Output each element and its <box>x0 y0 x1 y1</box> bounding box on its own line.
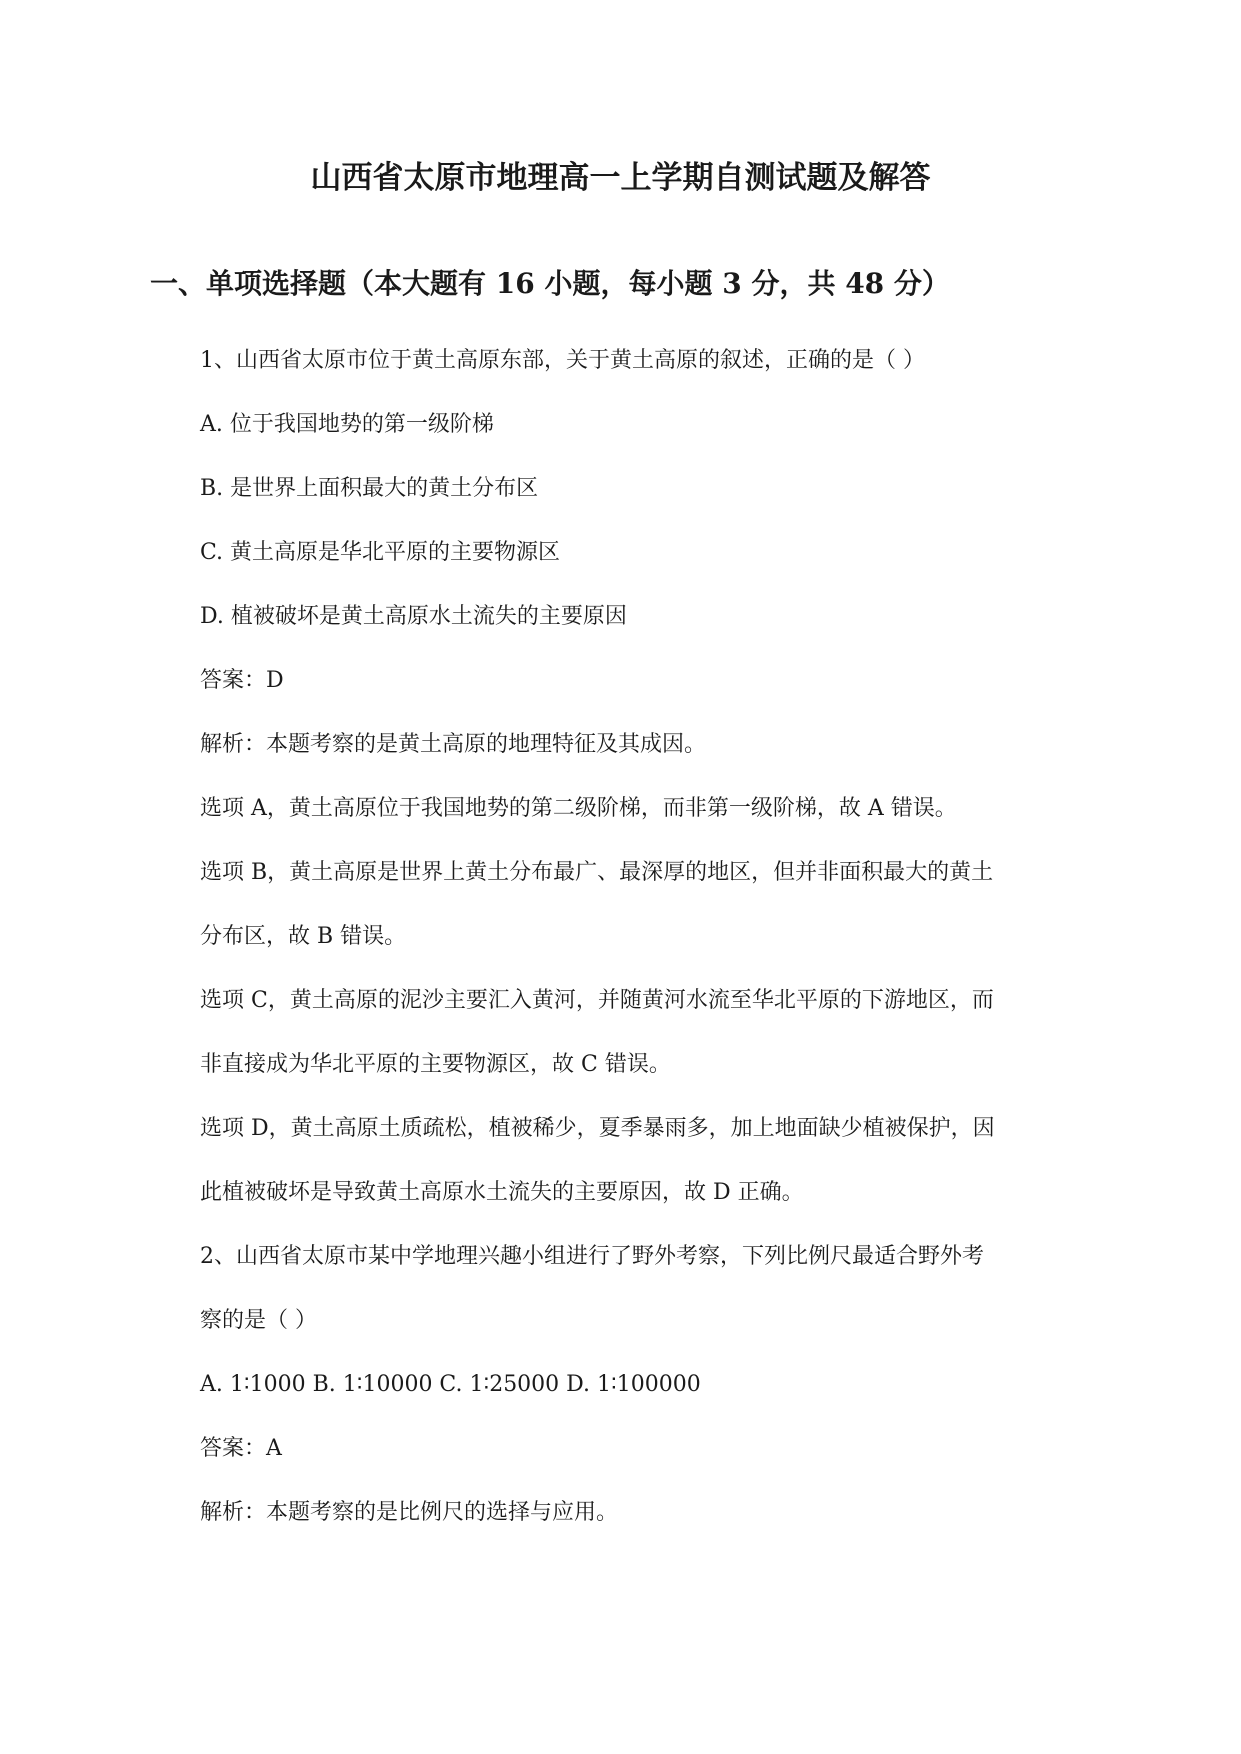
q1-option-d: D. 植被破坏是黄土高原水土流失的主要原因 <box>200 604 627 629</box>
q1-explanation-c-line1: 选项 C，黄土高原的泥沙主要汇入黄河，并随黄河水流至华北平原的下游地区，而 <box>200 988 994 1013</box>
q1-option-c: C. 黄土高原是华北平原的主要物源区 <box>200 540 561 565</box>
q1-explanation-a: 选项 A，黄土高原位于我国地势的第二级阶梯，而非第一级阶梯，故 A 错误。 <box>200 796 957 821</box>
q2-stem-line1: 2、山西省太原市某中学地理兴趣小组进行了野外考察，下列比例尺最适合野外考 <box>200 1244 984 1269</box>
q2-analysis: 解析：本题考察的是比例尺的选择与应用。 <box>200 1500 619 1525</box>
q1-explanation-b-line2: 分布区，故 B 错误。 <box>200 924 407 949</box>
document-title: 山西省太原市地理高一上学期自测试题及解答 <box>310 160 931 196</box>
q1-explanation-c-line2: 非直接成为华北平原的主要物源区，故 C 错误。 <box>200 1052 671 1077</box>
q2-options: A. 1∶1000 B. 1∶10000 C. 1∶25000 D. 1∶100000 <box>200 1372 701 1397</box>
q1-stem: 1、山西省太原市位于黄土高原东部，关于黄土高原的叙述，正确的是（ ） <box>200 348 925 373</box>
q1-explanation-b-line1: 选项 B，黄土高原是世界上黄土分布最广、最深厚的地区，但并非面积最大的黄土 <box>200 860 994 885</box>
q1-explanation-d-line2: 此植被破坏是导致黄土高原水土流失的主要原因，故 D 正确。 <box>200 1180 804 1205</box>
q1-analysis: 解析：本题考察的是黄土高原的地理特征及其成因。 <box>200 732 707 757</box>
q1-answer: 答案：D <box>200 668 284 693</box>
q1-option-a: A. 位于我国地势的第一级阶梯 <box>200 412 494 437</box>
q2-answer: 答案：A <box>200 1436 282 1461</box>
q1-explanation-d-line1: 选项 D，黄土高原土质疏松，植被稀少，夏季暴雨多，加上地面缺少植被保护，因 <box>200 1116 995 1141</box>
section-heading: 一、单项选择题（本大题有 16 小题，每小题 3 分，共 48 分） <box>150 267 950 300</box>
q1-option-b: B. 是世界上面积最大的黄土分布区 <box>200 476 539 501</box>
q2-stem-line2: 察的是（ ） <box>200 1308 317 1333</box>
